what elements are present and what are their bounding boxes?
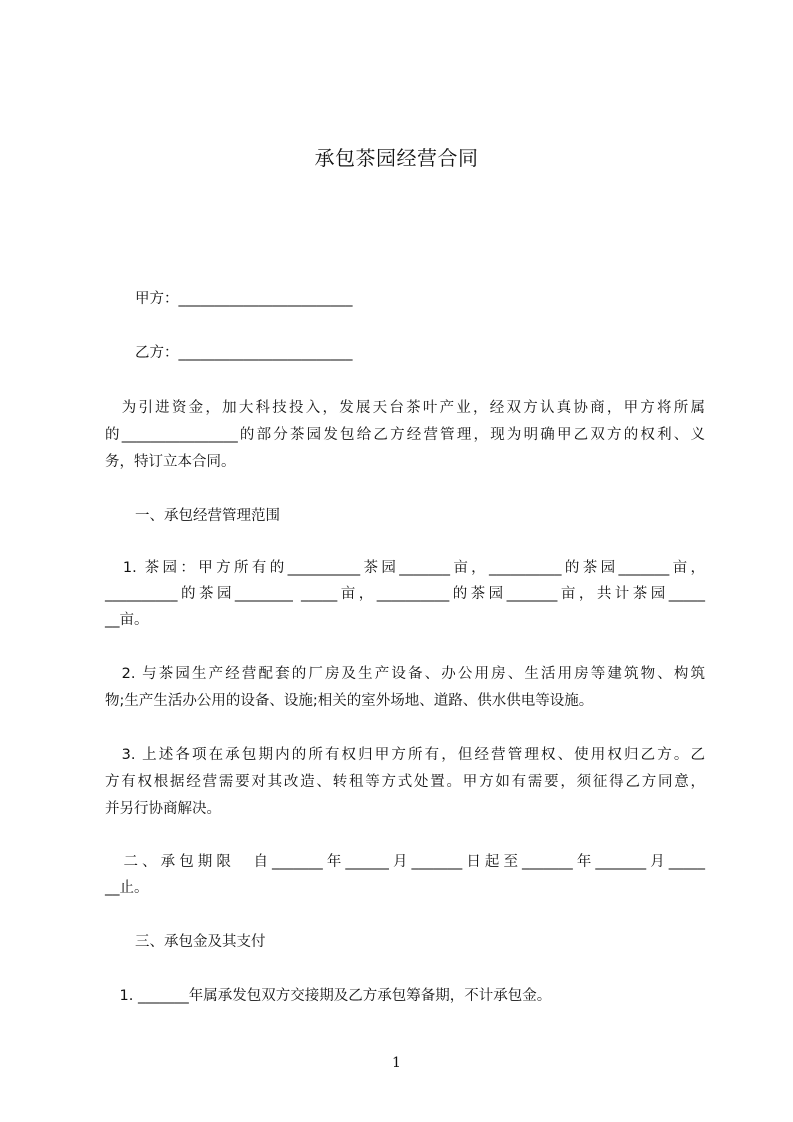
item-3-line-3: 并另行协商解决。 (105, 801, 221, 817)
item-3-line-2: 方有权根据经营需要对其改造、转租等方式处置。甲方如有需要，须征得乙方同意， (105, 774, 705, 790)
party-b-line: 乙方：________________________ (135, 345, 353, 361)
party-a-line: 甲方：________________________ (135, 291, 353, 307)
item-1-line-2: __________的茶园________ _____亩，__________的茶园_______亩，共计茶园_____ (105, 586, 705, 602)
section-1-heading: 一、承包经营管理范围 (135, 508, 280, 524)
item-1-line-1: 1. 茶园：甲方所有的__________茶园_______亩，__________的茶园_______亩， (105, 560, 705, 576)
intro-line-1: 为引进资金，加大科技投入，发展天台茶叶产业，经双方认真协商，甲方将所属 (105, 400, 705, 416)
item-3-line-1: 3. 上述各项在承包期内的所有权归甲方所有，但经营管理权、使用权归乙方。乙 (105, 747, 705, 763)
section-3-heading: 三、承包金及其支付 (135, 934, 266, 950)
section-3-item-1: 1. _______年属承发包双方交接期及乙方承包筹备期，不计承包金。 (105, 988, 552, 1004)
document-title: 承包茶园经营合同 (314, 146, 479, 170)
section-2-line-2: __止。 (105, 880, 149, 896)
item-1-line-3: __亩。 (105, 612, 149, 628)
intro-line-2: 的________________的部分茶园发包给乙方经营管理，现为明确甲乙双方的权利、义 (105, 427, 705, 443)
section-2-line-1: 二、承包期限 自_______年______月_______日起至_______年_______月_____ (105, 854, 705, 870)
item-2-line-1: 2. 与茶园生产经营配套的厂房及生产设备、办公用房、生活用房等建筑物、构筑 (105, 666, 705, 682)
item-2-line-2: 物;生产生活办公用的设备、设施;相关的室外场地、道路、供水供电等设施。 (105, 693, 594, 709)
page-number: 1 (392, 1055, 401, 1071)
intro-line-3: 务，特订立本合同。 (105, 454, 236, 470)
